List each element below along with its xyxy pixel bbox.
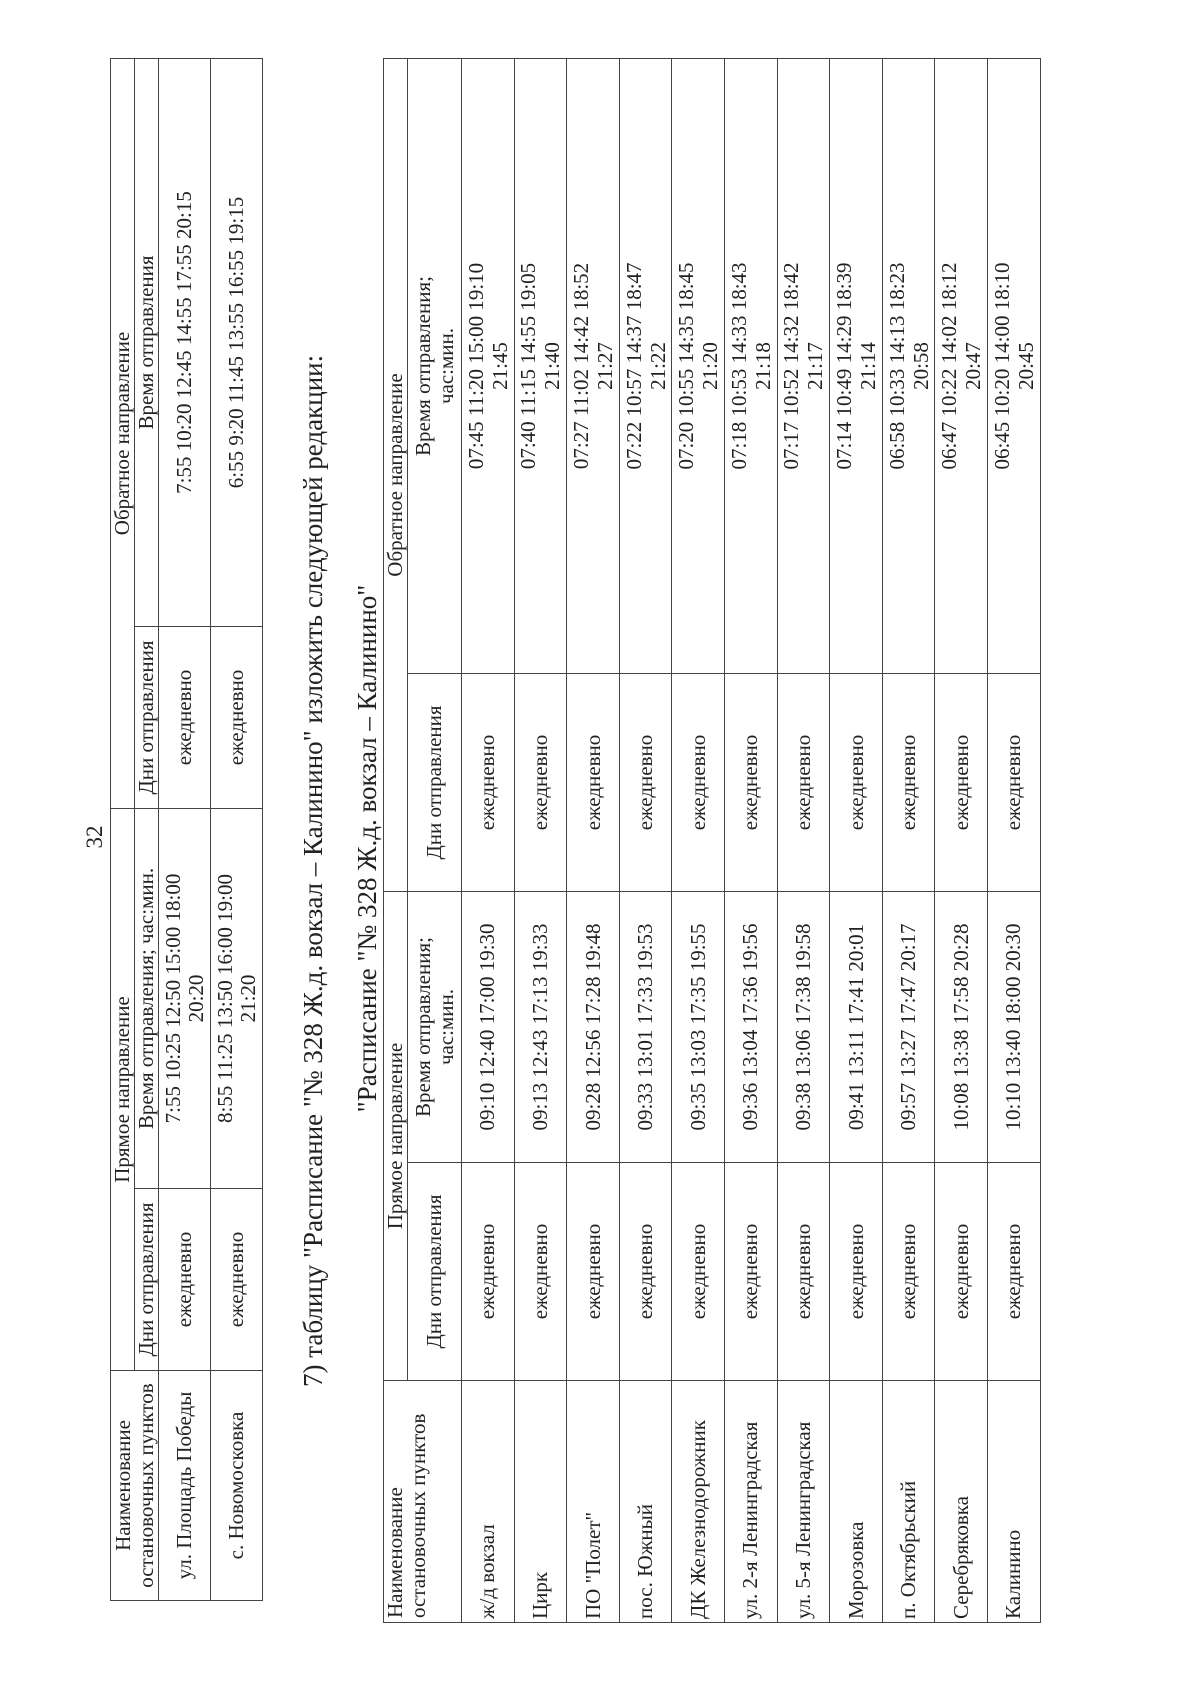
forward-times: 09:33 13:01 17:33 19:53 — [619, 892, 672, 1163]
table-row — [462, 58, 515, 1622]
reverse-times: 6:55 9:20 11:45 13:55 16:55 19:15 — [211, 58, 263, 626]
table-row — [725, 58, 778, 1622]
header-reverse: Обратное направление — [384, 58, 408, 891]
header-forward-days: Дни отправления — [408, 1163, 462, 1381]
reverse-days: ежедневно — [935, 674, 988, 892]
reverse-days: ежедневно — [882, 674, 935, 892]
forward-days: ежедневно — [777, 1163, 830, 1381]
reverse-days: ежедневно — [567, 674, 620, 892]
reverse-days: ежедневно — [672, 674, 725, 892]
header-reverse-time: Время отправления; час:мин. — [408, 58, 462, 673]
stop-name: Калинино — [988, 1381, 1041, 1623]
forward-days: ежедневно — [514, 1163, 567, 1381]
forward-times: 09:35 13:03 17:35 19:55 — [672, 892, 725, 1163]
stop-name: п. Октябрьский — [882, 1381, 935, 1623]
stop-name: Цирк — [514, 1381, 567, 1623]
header-reverse: Обратное направление — [111, 58, 135, 808]
forward-times: 09:38 13:06 17:38 19:58 — [777, 892, 830, 1163]
table-row — [567, 58, 620, 1622]
reverse-times: 07:18 10:53 14:33 18:43 21:18 — [725, 58, 778, 673]
forward-times: 10:08 13:38 17:58 20:28 — [935, 892, 988, 1163]
reverse-times: 06:47 10:22 14:02 18:12 20:47 — [935, 58, 988, 673]
header-reverse-time: Время отправления — [135, 58, 159, 626]
table-title: "Расписание "№ 328 Ж.д. вокзал – Калинино" — [352, 584, 382, 1113]
forward-times: 10:10 13:40 18:00 20:30 — [988, 892, 1041, 1163]
reverse-days: ежедневно — [988, 674, 1041, 892]
stop-name: ул. 5-я Ленинградская — [777, 1381, 830, 1623]
forward-days: ежедневно — [882, 1163, 935, 1381]
reverse-times: 07:20 10:55 14:35 18:45 21:20 — [672, 58, 725, 673]
reverse-times: 06:58 10:33 14:13 18:23 20:58 — [882, 58, 935, 673]
reverse-days: ежедневно — [619, 674, 672, 892]
header-forward: Прямое направление — [111, 809, 135, 1371]
reverse-times: 07:17 10:52 14:32 18:42 21:17 — [777, 58, 830, 673]
forward-times: 7:55 10:25 12:50 15:00 18:00 20:20 — [159, 809, 211, 1189]
reverse-times: 07:45 11:20 15:00 19:10 21:45 — [462, 58, 515, 673]
reverse-days: ежедневно — [159, 627, 211, 809]
page-number: 32 — [82, 825, 107, 849]
forward-days: ежедневно — [567, 1163, 620, 1381]
table-row — [672, 58, 725, 1622]
forward-days: ежедневно — [462, 1163, 515, 1381]
instruction-paragraph: 7) таблицу "Расписание "№ 328 Ж.д. вокзал – Калинино" изложить следующей редакции: — [298, 354, 328, 1387]
schedule-table-2 — [383, 58, 1041, 1623]
table-row — [619, 58, 672, 1622]
stop-name: Морозовка — [830, 1381, 883, 1623]
forward-days: ежедневно — [830, 1163, 883, 1381]
reverse-times: 06:45 10:20 14:00 18:10 20:45 — [988, 58, 1041, 673]
stop-name: ж/д вокзал — [462, 1381, 515, 1623]
forward-days: ежедневно — [725, 1163, 778, 1381]
reverse-days: ежедневно — [725, 674, 778, 892]
stop-name: ул. 2-я Ленинградская — [725, 1381, 778, 1623]
table-row — [935, 58, 988, 1622]
stop-name: пос. Южный — [619, 1381, 672, 1623]
forward-times: 09:13 12:43 17:13 19:33 — [514, 892, 567, 1163]
reverse-times: 07:22 10:57 14:37 18:47 21:22 — [619, 58, 672, 673]
forward-days: ежедневно — [619, 1163, 672, 1381]
header-reverse-days: Дни отправления — [408, 674, 462, 892]
reverse-times: 7:55 10:20 12:45 14:55 17:55 20:15 — [159, 58, 211, 626]
table-row — [988, 58, 1041, 1622]
reverse-times: 07:27 11:02 14:42 18:52 21:27 — [567, 58, 620, 673]
header-reverse-days: Дни отправления — [135, 627, 159, 809]
reverse-days: ежедневно — [462, 674, 515, 892]
reverse-days: ежедневно — [830, 674, 883, 892]
header-forward-days: Дни отправления — [135, 1189, 159, 1371]
forward-times: 09:10 12:40 17:00 19:30 — [462, 892, 515, 1163]
table-row — [159, 58, 211, 1600]
forward-days: ежедневно — [935, 1163, 988, 1381]
table-row — [830, 58, 883, 1622]
header-forward: Прямое направление — [384, 892, 408, 1381]
forward-times: 09:36 13:04 17:36 19:56 — [725, 892, 778, 1163]
forward-days: ежедневно — [159, 1189, 211, 1371]
reverse-days: ежедневно — [777, 674, 830, 892]
header-forward-time: Время отправления; час:мин. — [408, 892, 462, 1163]
forward-days: ежедневно — [672, 1163, 725, 1381]
forward-times: 09:57 13:27 17:47 20:17 — [882, 892, 935, 1163]
reverse-times: 07:40 11:15 14:55 19:05 21:40 — [514, 58, 567, 673]
stop-name: Серебряковка — [935, 1381, 988, 1623]
forward-times: 8:55 11:25 13:50 16:00 19:00 21:20 — [211, 809, 263, 1189]
table-row — [514, 58, 567, 1622]
forward-days: ежедневно — [988, 1163, 1041, 1381]
stop-name: ПО "Полет" — [567, 1381, 620, 1623]
forward-times: 09:41 13:11 17:41 20:01 — [830, 892, 883, 1163]
table-row — [777, 58, 830, 1622]
header-stop-name: Наименование остановочных пунктов — [384, 1381, 462, 1623]
schedule-table-1 — [110, 58, 263, 1601]
table-row — [882, 58, 935, 1622]
forward-times: 09:28 12:56 17:28 19:48 — [567, 892, 620, 1163]
reverse-days: ежедневно — [211, 627, 263, 809]
stop-name: с. Новомосковка — [211, 1371, 263, 1601]
forward-days: ежедневно — [211, 1189, 263, 1371]
header-forward-time: Время отправления; час:мин. — [135, 809, 159, 1189]
reverse-days: ежедневно — [514, 674, 567, 892]
header-stop-name: Наименование остановочных пунктов — [111, 1371, 159, 1601]
reverse-times: 07:14 10:49 14:29 18:39 21:14 — [830, 58, 883, 673]
stop-name: ул. Площадь Победы — [159, 1371, 211, 1601]
table-row — [211, 58, 263, 1600]
stop-name: ДК Железнодорожник — [672, 1381, 725, 1623]
